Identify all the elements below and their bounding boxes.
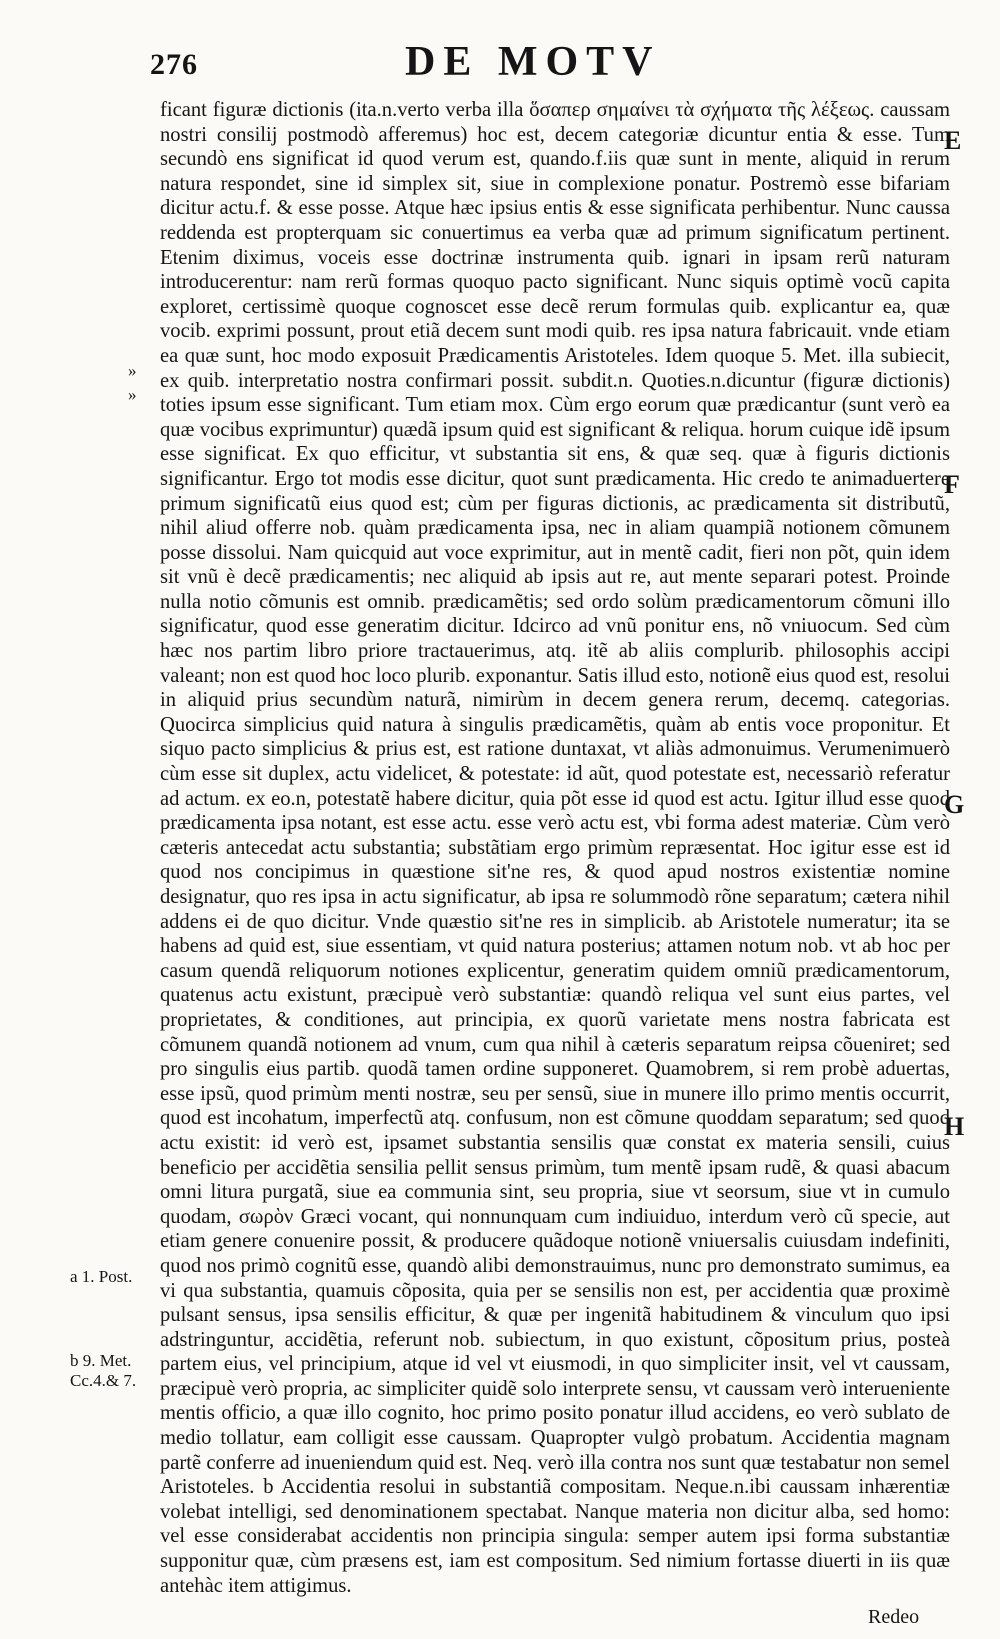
margin-letter-h: H xyxy=(944,1112,965,1141)
body-text xyxy=(160,98,950,1598)
quote-mark-1: » xyxy=(128,361,137,380)
margin-letter-f: F xyxy=(944,470,960,499)
margin-note-b-line2: Cc.4.& 7. xyxy=(70,1371,137,1390)
margin-note-a: a 1. Post. xyxy=(70,1267,133,1286)
main-paragraph: ficant figuræ dictionis (ita.n.verto verba illa ὅσαπερ σημαίνει τὰ σχήματα τῆς λέξεως. caussam nostri consilij postmodò afferemus) hoc est, decem categoriæ dicuntur entia & esse. Tum secundò ens significat id quod verum est, quando.f.iis quæ sunt in mente, aliquid in rerum natura respondet, sine id simplex sit, siue in complexione ponatur. Postremò esse bifariam dicitur actu.f. & esse posse. Atque hæc ipsius entis & esse significata perhibentur. Nunc caussa reddenda est propterquam sic conuertimus ea verba quæ ad primum significatum pertinent. Etenim diximus, voceis esse doctrinæ instrumenta quib. ignari in ipsam rerũ naturam introducerentur: nam rerũ formas quoquo pacto significant. Nunc siquis optimè vocũ capita exploret, certissimè quoque cognoscet esse decẽ rerum formulas quib. explicantur ea, quæ vocib. exprimi possunt, prout etiã decem sunt modi quib. res ipsa natura fabricauit. vnde etiam ea quæ sunt, hoc modo exposuit Prædicamentis Aristoteles. Idem quoque 5. Met. illa subiecit, ex quib. interpretatio nostra confirmari possit. subdit.n. Quoties.n.dicuntur (figuræ dictionis) toties ipsum esse significant. Tum etiam mox. Cùm ergo eorum quæ prædicantur (sunt verò ea quæ vocibus exprimuntur) quædã ipsum quid est significant & reliqua. horum cuique idẽ ipsum esse significat. Ex quo efficitur, vt substantia sit ens, & quæ seq. quæ à figuris dictionis significantur. Ergo tot modis esse dicitur, quot sunt prædicamenta. Hic credo te animaduertere primum significatũ eius quod est; cùm per figuras dictionis, ac prædicamenta sit distributũ, nihil aliud offerre nob. quàm prædicamenta ipsa, nec in aliam quampiã notionem cõmunem posse dissolui. Nam quicquid aut voce exprimitur, aut in mentẽ cadit, fieri non põt, quin idem sit vnũ è decẽ prædicamentis; nec aliquid ab ipsis aut re, aut mente separari potest. Proinde nulla notio cõmunis est omnib. prædicamẽtis; sed ordo solùm prædicamentorum cõmuni illo significatur, quod esse generatim dicitur. Idcirco ad vnũ ponitur ens, nõ vniuocum. Sed cùm hæc nos partim libro priore tractauerimus, atq. itẽ ab aliis complurib. philosophis accipi valeant; non est quod hoc loco plurib. exponantur. Satis illud esto, notionẽ eius quod est, resolui in aliquid prius secundùm naturã, nimirùm in decem genera rerum, decemq. categorias. Quocirca simplicius quid natura à singulis prædicamẽtis, quàm ab entis voce proponitur. Et siquo pacto simplicius & prius est, est ratione duntaxat, vt aliàs admonuimus. Verumenimuerò cùm esse sit duplex, actu videlicet, & potestate: id aũt, quod potestate est, necessariò referatur ad actum. ex eo.n, potestatẽ habere dicitur, quia põt esse id quod est actu. Igitur illud esse quod prædicamenta ipsa notant, est esse actu. esse verò actu est, vbi forma adest materiæ. Cùm verò cæteris antecedat actu substantia; substãtiam ergo primùm repræsentat. Hoc igitur esse est id quod nos concipimus in quæstione sit'ne res, & quod apud nostros existentiæ nomine designatur, quo res ipsa in actu significatur, ab ipsa re solummodò rõne separatum; cætera nihil addens ei de quo dicitur. Vnde quæstio sit'ne res in simplicib. ab Aristotele numeratur; ita se habens ad quid est, siue essentiam, vt quid natura posterius; attamen notum nob. vt ab hoc per casum quendã reliquorum notiones explicentur, generatim quidem omniũ prædicamentorum, quatenus actu existunt, præcipuè verò substantiæ: quandò reliqua vel sunt eius partes, vel proprietates, & conditiones, aut principia, ex quorũ varietate mens nostra fabricata est cõmunem quandã notionem ad vnum, cum qua nihil à cæteris separatum reipsa cõueniret; sed pro singulis eius partib. quodã tamen ordine supponeret. Quamobrem, si rem probè aduertas, esse ipsũ, quod primùm menti nostræ, seu per sensũ, siue in munere illo primo mentis occurrit, quod est incohatum, imperfectũ atq. confusum, non est cõmune quoddam separatum; sed quod actu existit: id verò est, ipsamet substantia sensilis quæ constat ex materia sensili, cuius beneficio per accidẽtia sensilia pellit sensus primùm, tum mentẽ ipsam rudẽ, & quasi abacum omni litura purgatã, siue ea communia sint, seu propria, siue vt seorsum, siue vt in cumulo quodam, σωρὸν Græci vocant, qui nonnunquam cum indiuiduo, interdum verò cũ specie, aut etiam genere conuenire possit, & producere quãdoque notionẽ vniuersalis cuiusdam indefiniti, quod nos primò cognitũ esse, quandò alibi demonstrauimus, nunc pro demonstrato sumimus, ea vi qua substantia, quamuis cõposita, quia per se sensilis non est, per accidentia quæ proximè pulsant sensus, ipsa sensilis efficitur, & quæ per ingenitã habitudinem & vinculum quo ipsi adstringuntur, accidẽtia, referunt nob. subiectum, in quo existunt, cõpositum prius, posteà partem eius, vel principium, atque id vel vt eiusmodi, in quo simpliciter insit, vel vt caussam, præcipuè verò propria, ac simpliciter quidẽ solo interprete sensu, vt caussam verò interueniente mentis officio, a quæ illo cognito, hoc primo posito ponatur illud accidens, eo verò sublato de medio tollatur, eam colligit esse caussam. Quapropter vulgò probatum. Accidentia magnam partẽ conferre ad inueniendum quid est. Neq. verò illa contra nos sunt quæ testabatur non semel Aristoteles. b Accidentia resolui in substantiã compositam. Neque.n.ibi caussam inhærentiæ volebat intelligi, sed denominationem spectabat. Nanque materia non dicitur alba, sed homo: vel esse considerabat accidentis non principia singula: semper autem ipsi forma substantiæ supponitur quæ, cùm præsens est, iam est compositum. Sed nimium fortasse diuerti in iis quæ antehàc item attigimus. xyxy=(160,99,950,1597)
margin-note-b-line1: b 9. Met. xyxy=(70,1351,132,1370)
page-number: 276 xyxy=(150,48,198,81)
running-head: DE MOTV xyxy=(405,39,661,85)
quote-mark-2: » xyxy=(128,385,137,404)
margin-letter-g: G xyxy=(944,790,965,819)
catchword: Redeo xyxy=(868,1606,920,1628)
margin-letter-e: E xyxy=(944,126,962,155)
